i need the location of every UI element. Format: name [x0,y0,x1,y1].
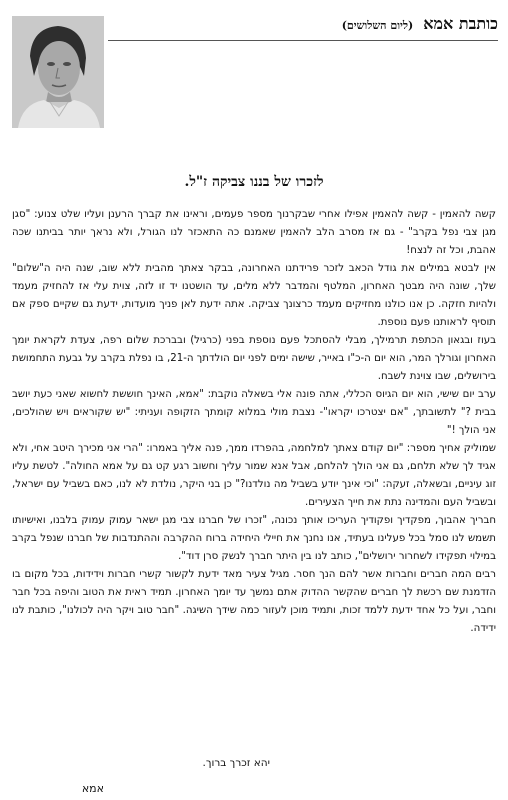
page-header [108,14,498,41]
paragraph: שמוליק אחיך מספר: "יום קודם צאתך למלחמה, בהפרדו ממך, פנה אליך באמרו: "הרי אני מכירך היטב אחי, ולא אגיד לך שלא תלחם, גם אני הולך להלחם, אבל אנא שמור עליך וחשוב רגע קט גם על אמא החולה". לטשת עליו זוג עיניים, ובשאלה, זעקה: "וכי אינך יודע בשביל מה נולדנו?" כן בני היקר, נולדת לא לנו, כאם בשביל עם ישראל, ובשביל העם והמדינה נתת את חייך הצעירים. [12,443,496,508]
signature: אמא [81,782,104,795]
paragraph: בעוז ובגאון הכתפת תרמילך, מבלי להסתכל פעם נוספת בפני (כרגיל) ובברכת שלום רפה, צעדת לקראת יומך האחרון וגורלך המר, הוא יום ה-כ"ו באייר, שישה ימים לפני יום הולדתך ה-21, בו נפלת בקרב על גבעת התחמושת בירושלים, שבו צוינת לשבח. [12,335,496,382]
paragraph: חבריך אהבוך, מפקדיך ופקודיך העריכו אותך נכונה, "זכרו של חברנו צבי מגן ישאר עמוק עמוק בלבנו, ואישיותו תשמש לנו סמל בכל פעלינו בעתיד, אנו נחנך את חיילי היחידה ברוח ההקרבה וההתנדבות של חברנו שנפל בקרב במילוי תפקידו לשחרור ירושלים", כותב לנו בין היתר חברך לנשק סרן דוד". [12,515,496,562]
article-body [12,206,496,638]
portrait-photo-icon [12,16,104,128]
paragraph: ערב יום שישי, הוא יום הגיוס הכללי, אתה פונה אלי בשאלה נוקבת: "אמא, האינך חוששת לחשוא שאני כעת יושב בבית ?" לתשובתך, "אם יצטרכו יקראו"- נצבת מולי במלוא קומתך הזקופה ועניתי: "יש שקוראים ויש שהולכים, אני הולך !" [12,389,496,436]
closing-line: יהא זכרך ברוך. [202,757,270,769]
header-subtitle: (ליום השלושים) [341,19,414,32]
paragraph: רבים המה חברים וחברות אשר להם הנך חסר. מגיל צעיר מאד ידעת לקשור קשרי חברות וידידות, בכל מקום בו הזדמנת שם רכשת לך חברים שהקשר ההדוק אתם נמשך עד יומך האחרון. תמיד ראית את הטוב והיפה בכל חבר וחבר, ועל כל אחד ידעת ללמד זכות, ותמיד מוכן לעזור כמה שידך השיגה. "חבר טוב ויקר היה לכולנו", כותבת לנו ידידה. [12,569,496,634]
paragraph: קשה להאמין - קשה להאמין אפילו אחרי שבקרנוך מספר פעמים, וראינו את קברך הרענן ועליו שלט צנוע: "סגן מגן צבי נפל בקרב" - גם אז מסרב הלב להאמין שאמנם כה התאכזר לנו הגורל, ולא נראך יותר בביתנו שכה אהבת, וכל זה לנצח! [12,209,496,256]
article-title: לזכרו של בננו צביקה ז"ל. [184,174,324,190]
portrait-photo [12,16,104,128]
header-title: כותבת אמא [423,14,498,33]
paragraph: אין לבטא במילים את גודל הכאב לזכר פרידתנו האחרונה, בבקר צאתך מהבית ללא שוב, שנה היה ה"שלום" שלך, שונה היה מבטך האחרון, המלטף והמדבר ללא מלים, עד הושטנו יד זו לזה, צוית עלי אז להחזיק מעמד ולהיות חזקה. כן אנו כולנו מחזיקים מעמד כרצונך צביקה. אתה ידעת לאן פניך מועדות, ידעת גם שקיים ספק אם תוסיף לראותנו פעם נוספת. [12,263,496,328]
